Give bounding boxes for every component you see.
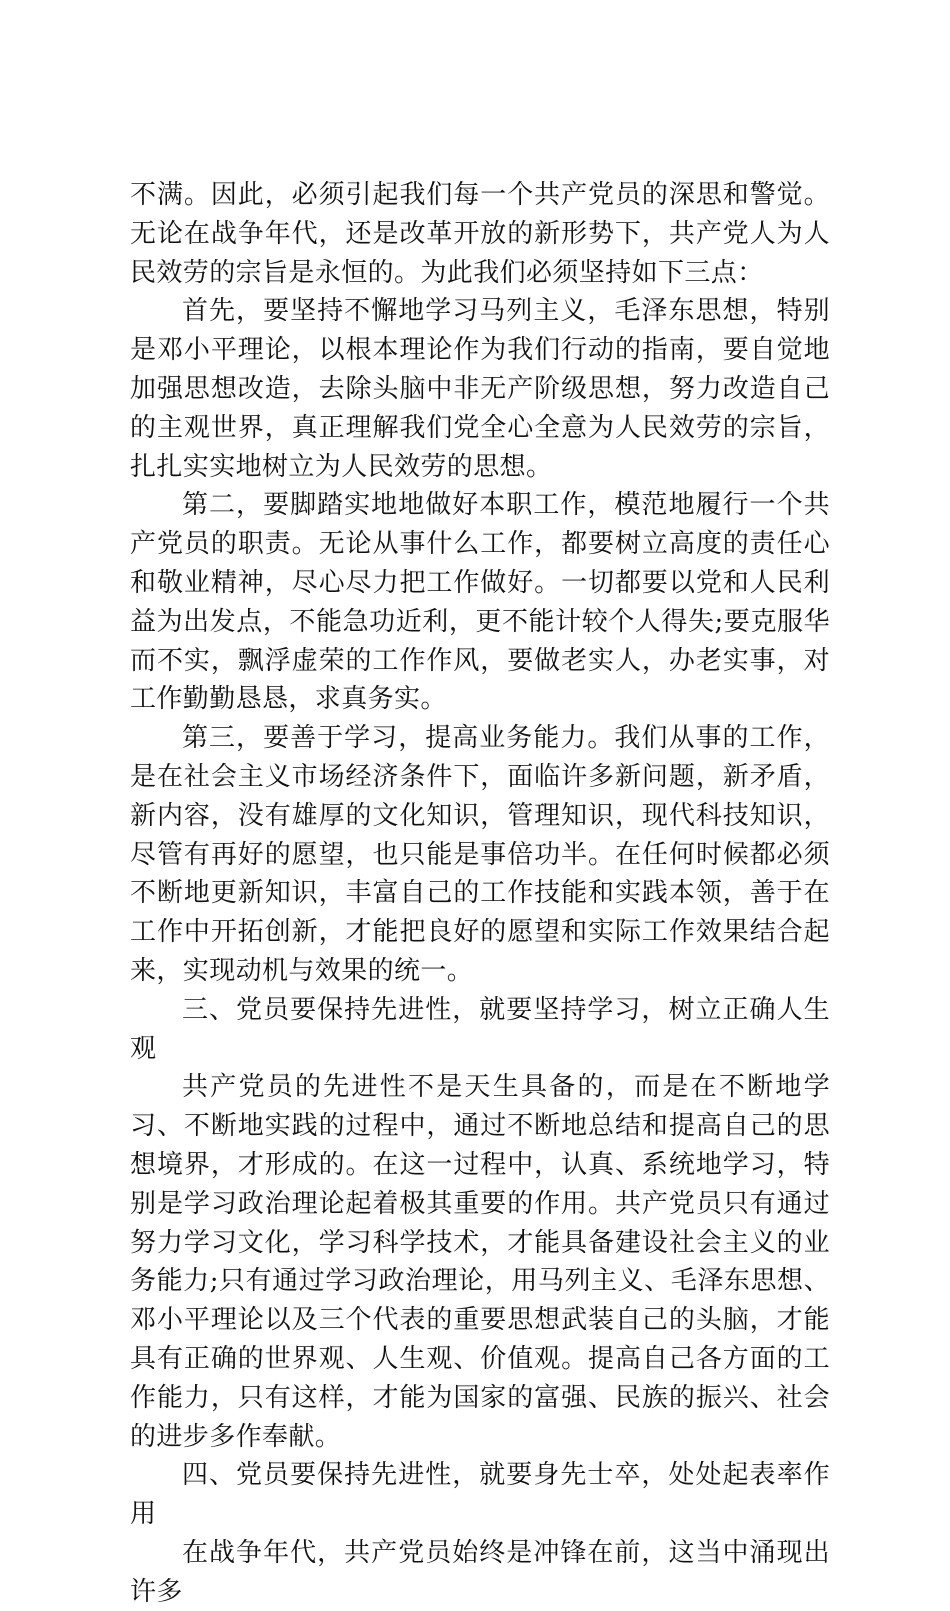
paragraph-6: 在战争年代，共产党员始终是冲锋在前，这当中涌现出许多	[130, 1537, 830, 1607]
section-heading-3: 三、党员要保持先进性，就要坚持学习，树立正确人生观	[130, 994, 830, 1064]
document-body	[130, 176, 830, 1611]
paragraph-2: 首先，要坚持不懈地学习马列主义，毛泽东思想，特别是邓小平理论，以根本理论作为我们行动的指南，要自觉地加强思想改造，去除头脑中非无产阶级思想，努力改造自己的主观世界，真正理解我们党全心全意为人民效劳的宗旨，扎扎实实地树立为人民效劳的思想。	[130, 296, 830, 482]
paragraph-3: 第二，要脚踏实地地做好本职工作，模范地履行一个共产党员的职责。无论从事什么工作，都要树立高度的责任心和敬业精神，尽心尽力把工作做好。一切都要以党和人民利益为出发点，不能急功近利，更不能计较个人得失;要克服华而不实，飘浮虚荣的工作作风，要做老实人，办老实事，对工作勤勤恳恳，求真务实。	[130, 490, 830, 715]
paragraph-1: 不满。因此，必须引起我们每一个共产党员的深思和警觉。无论在战争年代，还是改革开放的新形势下，共产党人为人民效劳的宗旨是永恒的。为此我们必须坚持如下三点：	[130, 180, 830, 288]
section-heading-4: 四、党员要保持先进性，就要身先士卒，处处起表率作用	[130, 1460, 830, 1530]
paragraph-4: 第三，要善于学习，提高业务能力。我们从事的工作，是在社会主义市场经济条件下，面临许多新问题，新矛盾，新内容，没有雄厚的文化知识，管理知识，现代科技知识，尽管有再好的愿望，也只能是事倍功半。在任何时候都必须不断地更新知识，丰富自己的工作技能和实践本领，善于在工作中开拓创新，才能把良好的愿望和实际工作效果结合起来，实现动机与效果的统一。	[130, 723, 830, 986]
paragraph-5: 共产党员的先进性不是天生具备的，而是在不断地学习、不断地实践的过程中，通过不断地总结和提高自己的思想境界，才形成的。在这一过程中，认真、系统地学习，特别是学习政治理论起着极其重要的作用。共产党员只有通过努力学习文化，学习科学技术，才能具备建设社会主义的业务能力;只有通过学习政治理论，用马列主义、毛泽东思想、邓小平理论以及三个代表的重要思想武装自己的头脑，才能具有正确的世界观、人生观、价值观。提高自己各方面的工作能力，只有这样，才能为国家的富强、民族的振兴、社会的进步多作奉献。	[130, 1072, 830, 1452]
